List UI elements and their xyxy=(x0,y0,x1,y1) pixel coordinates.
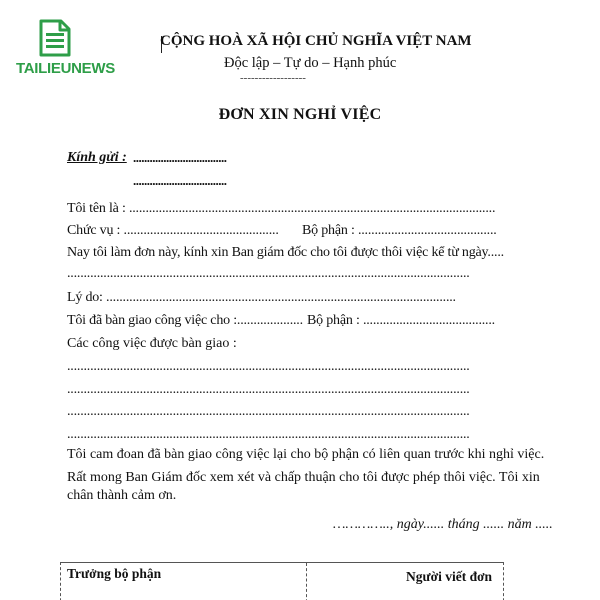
signature-divider xyxy=(306,563,307,600)
recipient-line-1: .................................. xyxy=(133,150,227,165)
recipient-line-2: .................................. xyxy=(133,173,227,188)
reason-field: Lý do: .......................................................................................................... xyxy=(67,290,456,305)
resignation-request: Nay tôi làm đơn này, kính xin Ban giám đốc cho tôi được thôi việc kể từ ngày..... xyxy=(67,245,504,260)
signature-table xyxy=(60,562,504,600)
position-field: Chức vụ : ............................................... xyxy=(67,223,279,238)
handover-to-field: Tôi đã bàn giao công việc cho :.................... xyxy=(67,313,303,328)
motto: Độc lập – Tự do – Hạnh phúc xyxy=(224,55,397,71)
resignation-request-continuation: .......................................................................................................................... xyxy=(67,266,470,281)
brand-logo xyxy=(14,14,115,77)
closing-paragraph: Rất mong Ban Giám đốc xem xét và chấp thuận cho tôi được phép thôi việc. Tôi xin chân thành cảm ơn. xyxy=(67,470,540,503)
commitment-statement: Tôi cam đoan đã bàn giao công việc lại cho bộ phận có liên quan trước khi nghỉ việc. xyxy=(67,447,545,462)
applicant-label: Người viết đơn xyxy=(406,569,493,584)
document-icon xyxy=(38,18,72,58)
task-line: .......................................................................................................................... xyxy=(67,427,470,442)
task-line: .......................................................................................................................... xyxy=(67,382,470,397)
motto-rule: ------------------ xyxy=(240,72,306,84)
name-field: Tôi tên là : ............................................................................................................... xyxy=(67,201,496,216)
nation-heading: CỘNG HOÀ XÃ HỘI CHỦ NGHĨA VIỆT NAM xyxy=(160,33,472,49)
task-line: .......................................................................................................................... xyxy=(67,359,470,374)
handover-tasks-label: Các công việc được bàn giao : xyxy=(67,336,237,351)
date-line: ………….., ngày...... tháng ...... năm ..... xyxy=(333,517,553,532)
brand-name: TAILIEUNEWS xyxy=(16,60,115,77)
department-field: Bộ phận : .......................................... xyxy=(302,223,497,238)
document-title: ĐƠN XIN NGHỈ VIỆC xyxy=(218,106,382,123)
task-line: .......................................................................................................................... xyxy=(67,404,470,419)
recipient-label: Kính gửi : xyxy=(67,150,127,165)
handover-department-field: Bộ phận : ........................................ xyxy=(307,313,495,328)
department-head-label: Trưởng bộ phận xyxy=(67,566,162,581)
